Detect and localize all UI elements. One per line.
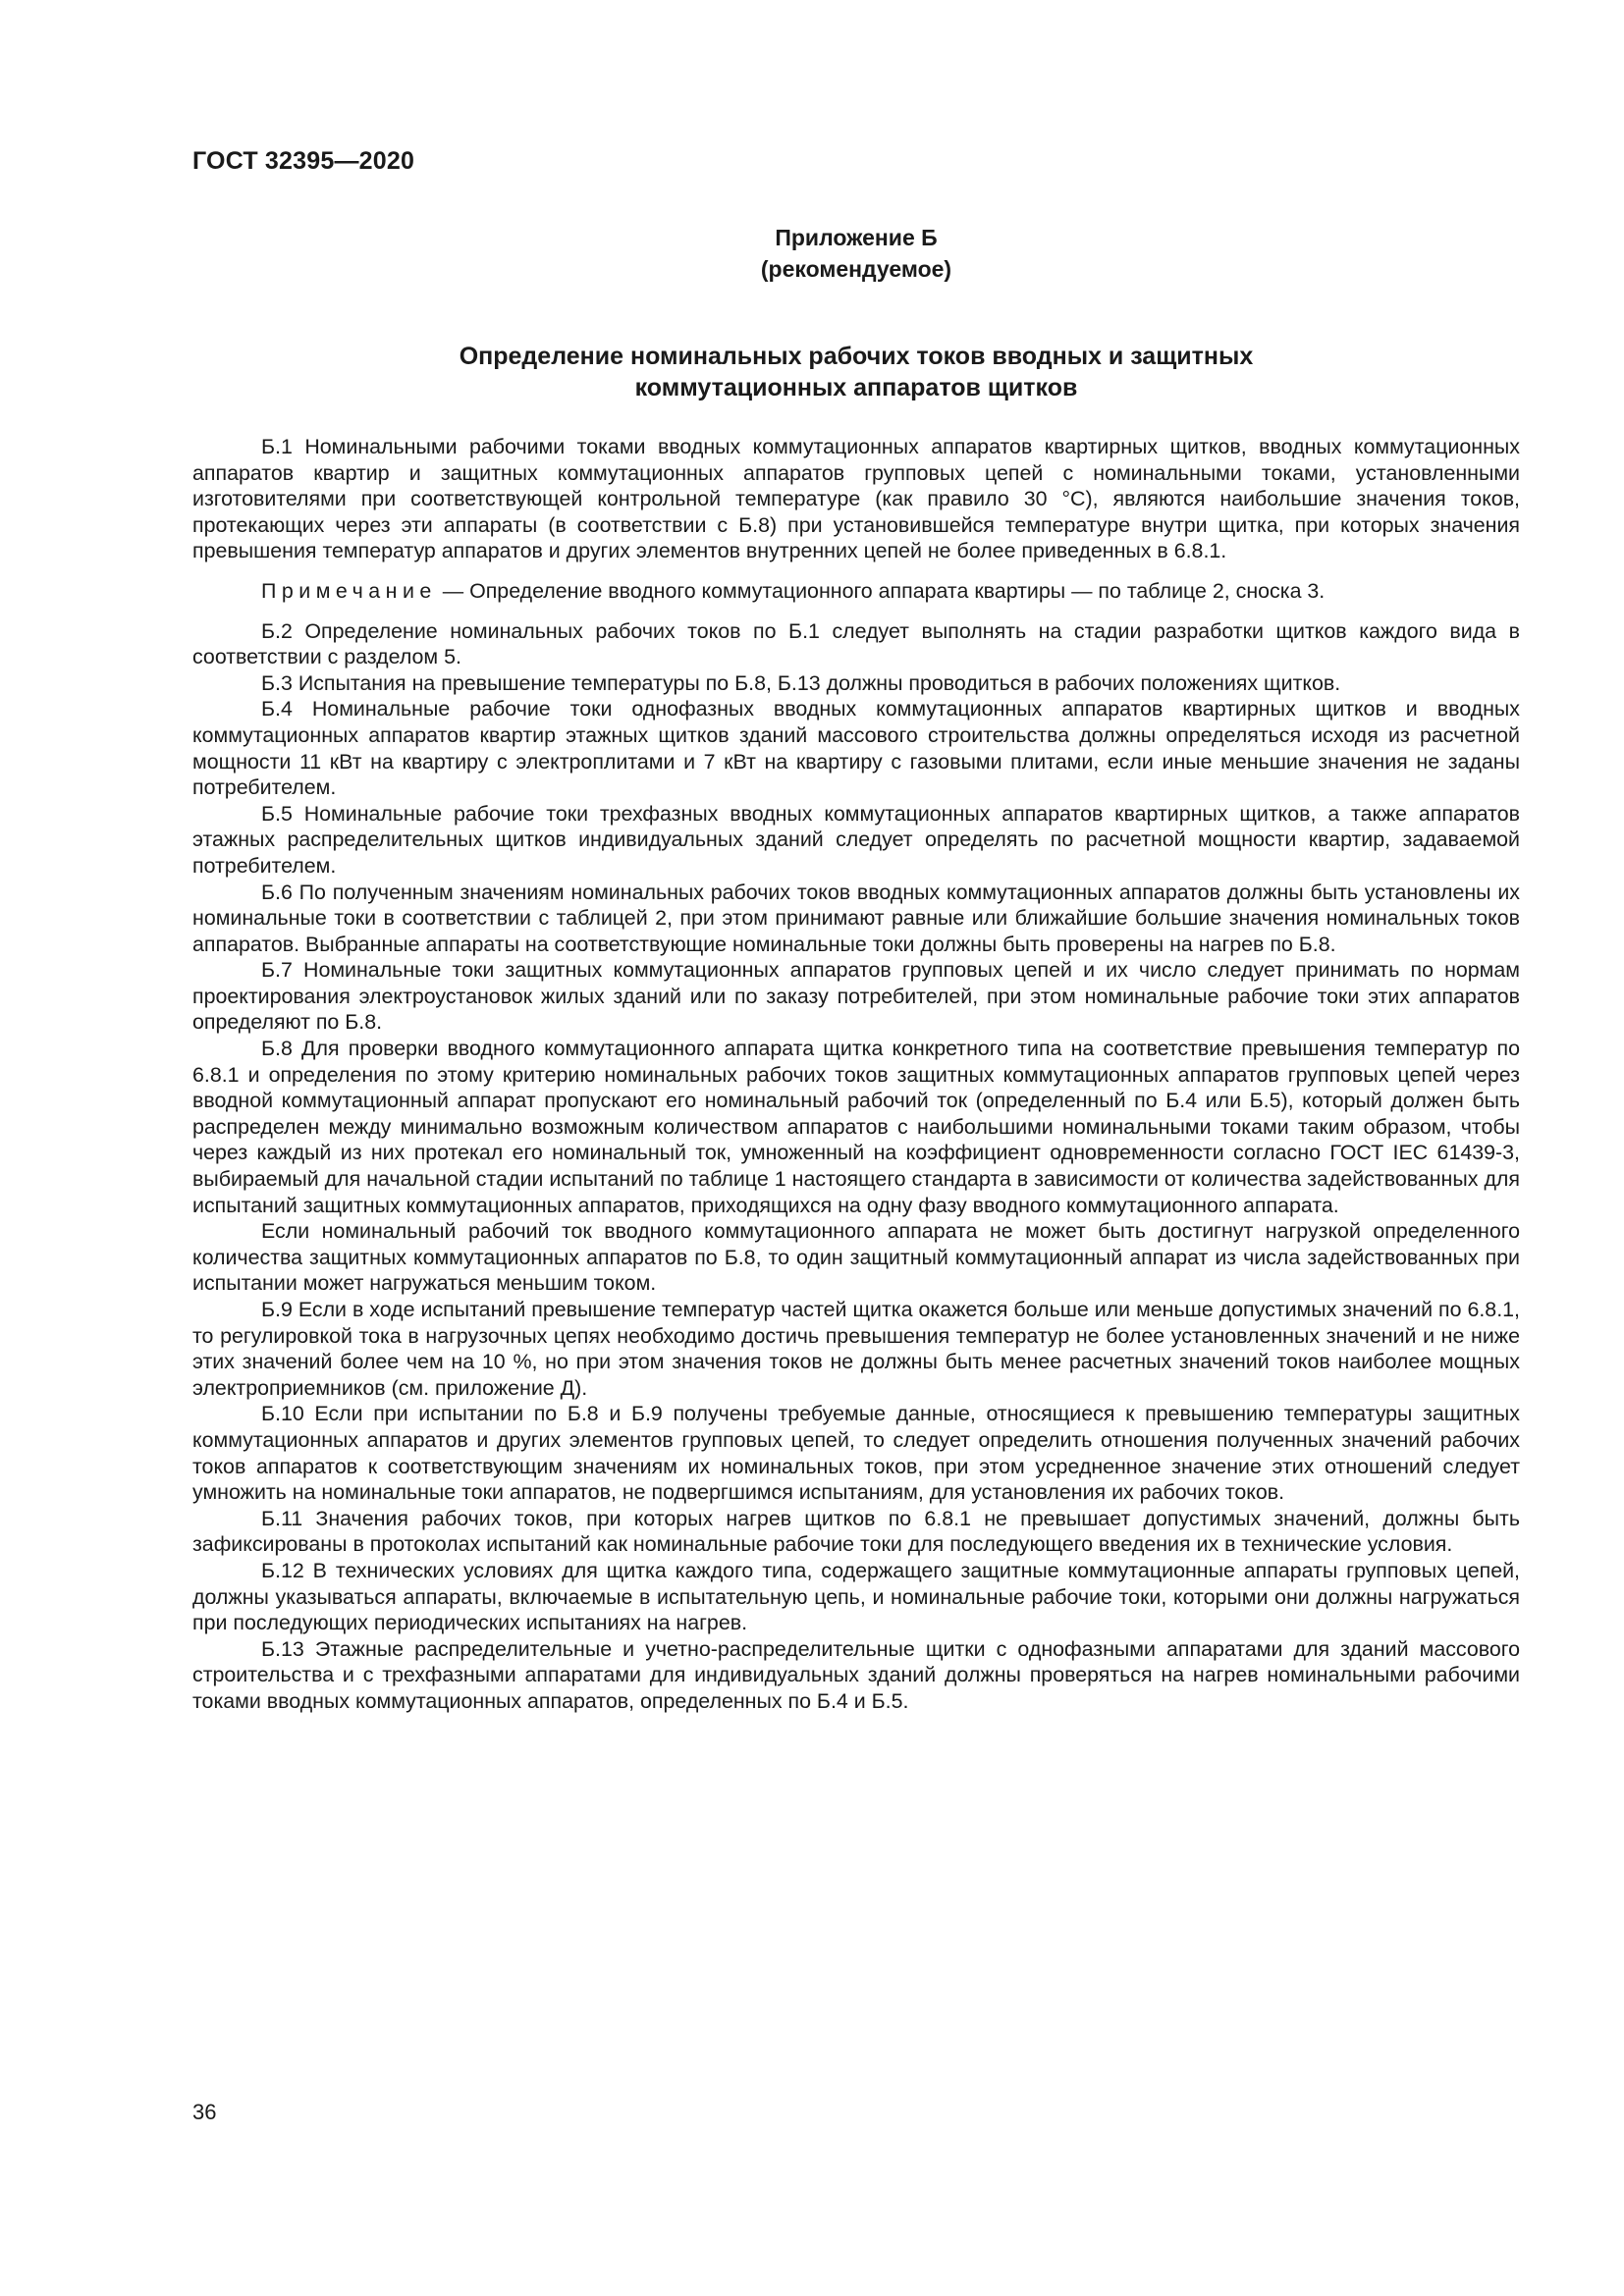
page-number: 36 <box>192 2100 217 2124</box>
note-paragraph <box>192 578 1520 605</box>
annex-heading <box>192 222 1520 285</box>
paragraph-b2: Б.2 Определение номинальных рабочих токов по Б.1 следует выполнять на стадии разработки щитков каждого вида в соответствии с разделом 5. <box>192 618 1520 669</box>
paragraph-b5: Б.5 Номинальные рабочие токи трехфазных вводных коммутационных аппаратов квартирных щитков, а также аппаратов этажных распределительных щитков индивидуальных зданий следует определять по расчетной мощности квартир, задаваемой потребителем. <box>192 801 1520 878</box>
paragraph-b3: Б.3 Испытания на превышение температуры по Б.8, Б.13 должны проводиться в рабочих положениях щитков. <box>261 670 1341 695</box>
annex-label: Приложение Б <box>775 225 938 250</box>
paragraph-b7: Б.7 Номинальные токи защитных коммутационных аппаратов групповых цепей и их число следует принимать по нормам проектирования электроустановок жилых зданий или по заказу потребителей, при этом номинальные рабочие токи этих аппаратов определяют по Б.8. <box>192 958 1520 1035</box>
paragraph-b1: Б.1 Номинальными рабочими токами вводных коммутационных аппаратов квартирных щитков, вводных коммутационных аппаратов квартир и защитных коммутационных аппаратов групповых цепей с номинальными токами, установленными изготовителями при соответствующей контрольной температуре (как правило 30 °С), являются наибольшие значения токов, протекающих через эти аппараты (в соответствии с Б.8) при установившейся температуре внутри щитка, при которых значения превышения температур аппаратов и других элементов внутренних цепей не более приведенных в 6.8.1. <box>192 435 1520 563</box>
paragraph-b9: Б.9 Если в ходе испытаний превышение температур частей щитка окажется больше или меньше допустимых значений по 6.8.1, то регулировкой тока в нагрузочных цепях необходимо достичь превышения температур не более установленных значений и не ниже этих значений более чем на 10 %, но при этом значения токов не должны быть менее расчетных значений токов наиболее мощных электроприемников (см. приложение Д). <box>192 1298 1520 1400</box>
note-text: — Определение вводного коммутационного аппарата квартиры — по таблице 2, сноска 3. <box>436 578 1326 603</box>
paragraph-b8: Б.8 Для проверки вводного коммутационного аппарата щитка конкретного типа на соответствие превышения температур по 6.8.1 и определения по этому критерию номинальных рабочих токов защитных коммутационных аппаратов групповых цепей через вводной коммутационный аппарат пропускают его номинальный рабочий ток (определенный по Б.4 или Б.5), который должен быть распределен между минимально возможным количеством аппаратов с наибольшими номинальными токами таким образом, чтобы через каждый из них протекал его номинальный ток, умноженный на коэффициент одновременности согласно ГОСТ IEC 61439-3, выбираемый для начальной стадии испытаний по таблице 1 настоящего стандарта в зависимости от количества задействованных для испытаний защитных коммутационных аппаратов, приходящихся на одну фазу вводного коммутационного аппарата. <box>192 1037 1520 1217</box>
annex-title <box>192 341 1520 403</box>
paragraph-b12: Б.12 В технических условиях для щитка каждого типа, содержащего защитные коммутационные аппараты групповых цепей, должны указываться аппараты, включаемые в испытательную цепь, и номинальные рабочие токи, которыми они должны нагружаться при последующих периодических испытаниях на нагрев. <box>192 1558 1520 1635</box>
paragraph-b13: Б.13 Этажные распределительные и учетно-распределительные щитки с однофазными аппаратами для зданий массового строительства и с трехфазными аппаратами для индивидуальных зданий должны проверяться на нагрев номинальными рабочими токами вводных коммутационных аппаратов, определенных по Б.4 и Б.5. <box>192 1636 1520 1713</box>
document-code: ГОСТ 32395—2020 <box>192 147 415 175</box>
paragraph-b4: Б.4 Номинальные рабочие токи однофазных вводных коммутационных аппаратов квартирных щитков и вводных коммутационных аппаратов квартир этажных щитков зданий массового строительства должны определяться исходя из расчетной мощности 11 кВт на квартиру с электроплитами и 7 кВт на квартиру с газовыми плитами, если иные меньшие значения не заданы потребителем. <box>192 697 1520 800</box>
annex-status: (рекомендуемое) <box>760 256 952 282</box>
paragraph-b10: Б.10 Если при испытании по Б.8 и Б.9 получены требуемые данные, относящиеся к превышению температуры защитных коммутационных аппаратов и других элементов групповых цепей, то следует определить отношения полученных значений рабочих токов аппаратов к соответствующим значениям их номинальных токов, при этом усредненное значение этих отношений следует умножить на номинальные токи аппаратов, не подвергшимся испытаниям, для установления их рабочих токов. <box>192 1402 1520 1505</box>
document-body <box>192 434 1520 1715</box>
note-label: Примечание <box>261 578 437 603</box>
paragraph-b6: Б.6 По полученным значениям номинальных рабочих токов вводных коммутационных аппаратов должны быть установлены их номинальные токи в соответствии с таблицей 2, при этом принимают равные или ближайшие большие значения номинальных токов аппаратов. Выбранные аппараты на соответствующие номинальные токи должны быть проверены на нагрев по Б.8. <box>192 880 1520 956</box>
annex-title-line-1: Определение номинальных рабочих токов вводных и защитных <box>459 343 1254 370</box>
annex-title-line-2: коммутационных аппаратов щитков <box>634 374 1078 401</box>
paragraph-b11: Б.11 Значения рабочих токов, при которых нагрев щитков по 6.8.1 не превышает допустимых значений, должны быть зафиксированы в протоколах испытаний как номинальные рабочие токи для последующего введения их в технические условия. <box>192 1506 1520 1557</box>
paragraph-b8-continuation: Если номинальный рабочий ток вводного коммутационного аппарата не может быть достигнут нагрузкой определенного количества защитных коммутационных аппаратов по Б.8, то один защитный коммутационный аппарат из числа задействованных при испытании может нагружаться меньшим током. <box>192 1219 1520 1296</box>
